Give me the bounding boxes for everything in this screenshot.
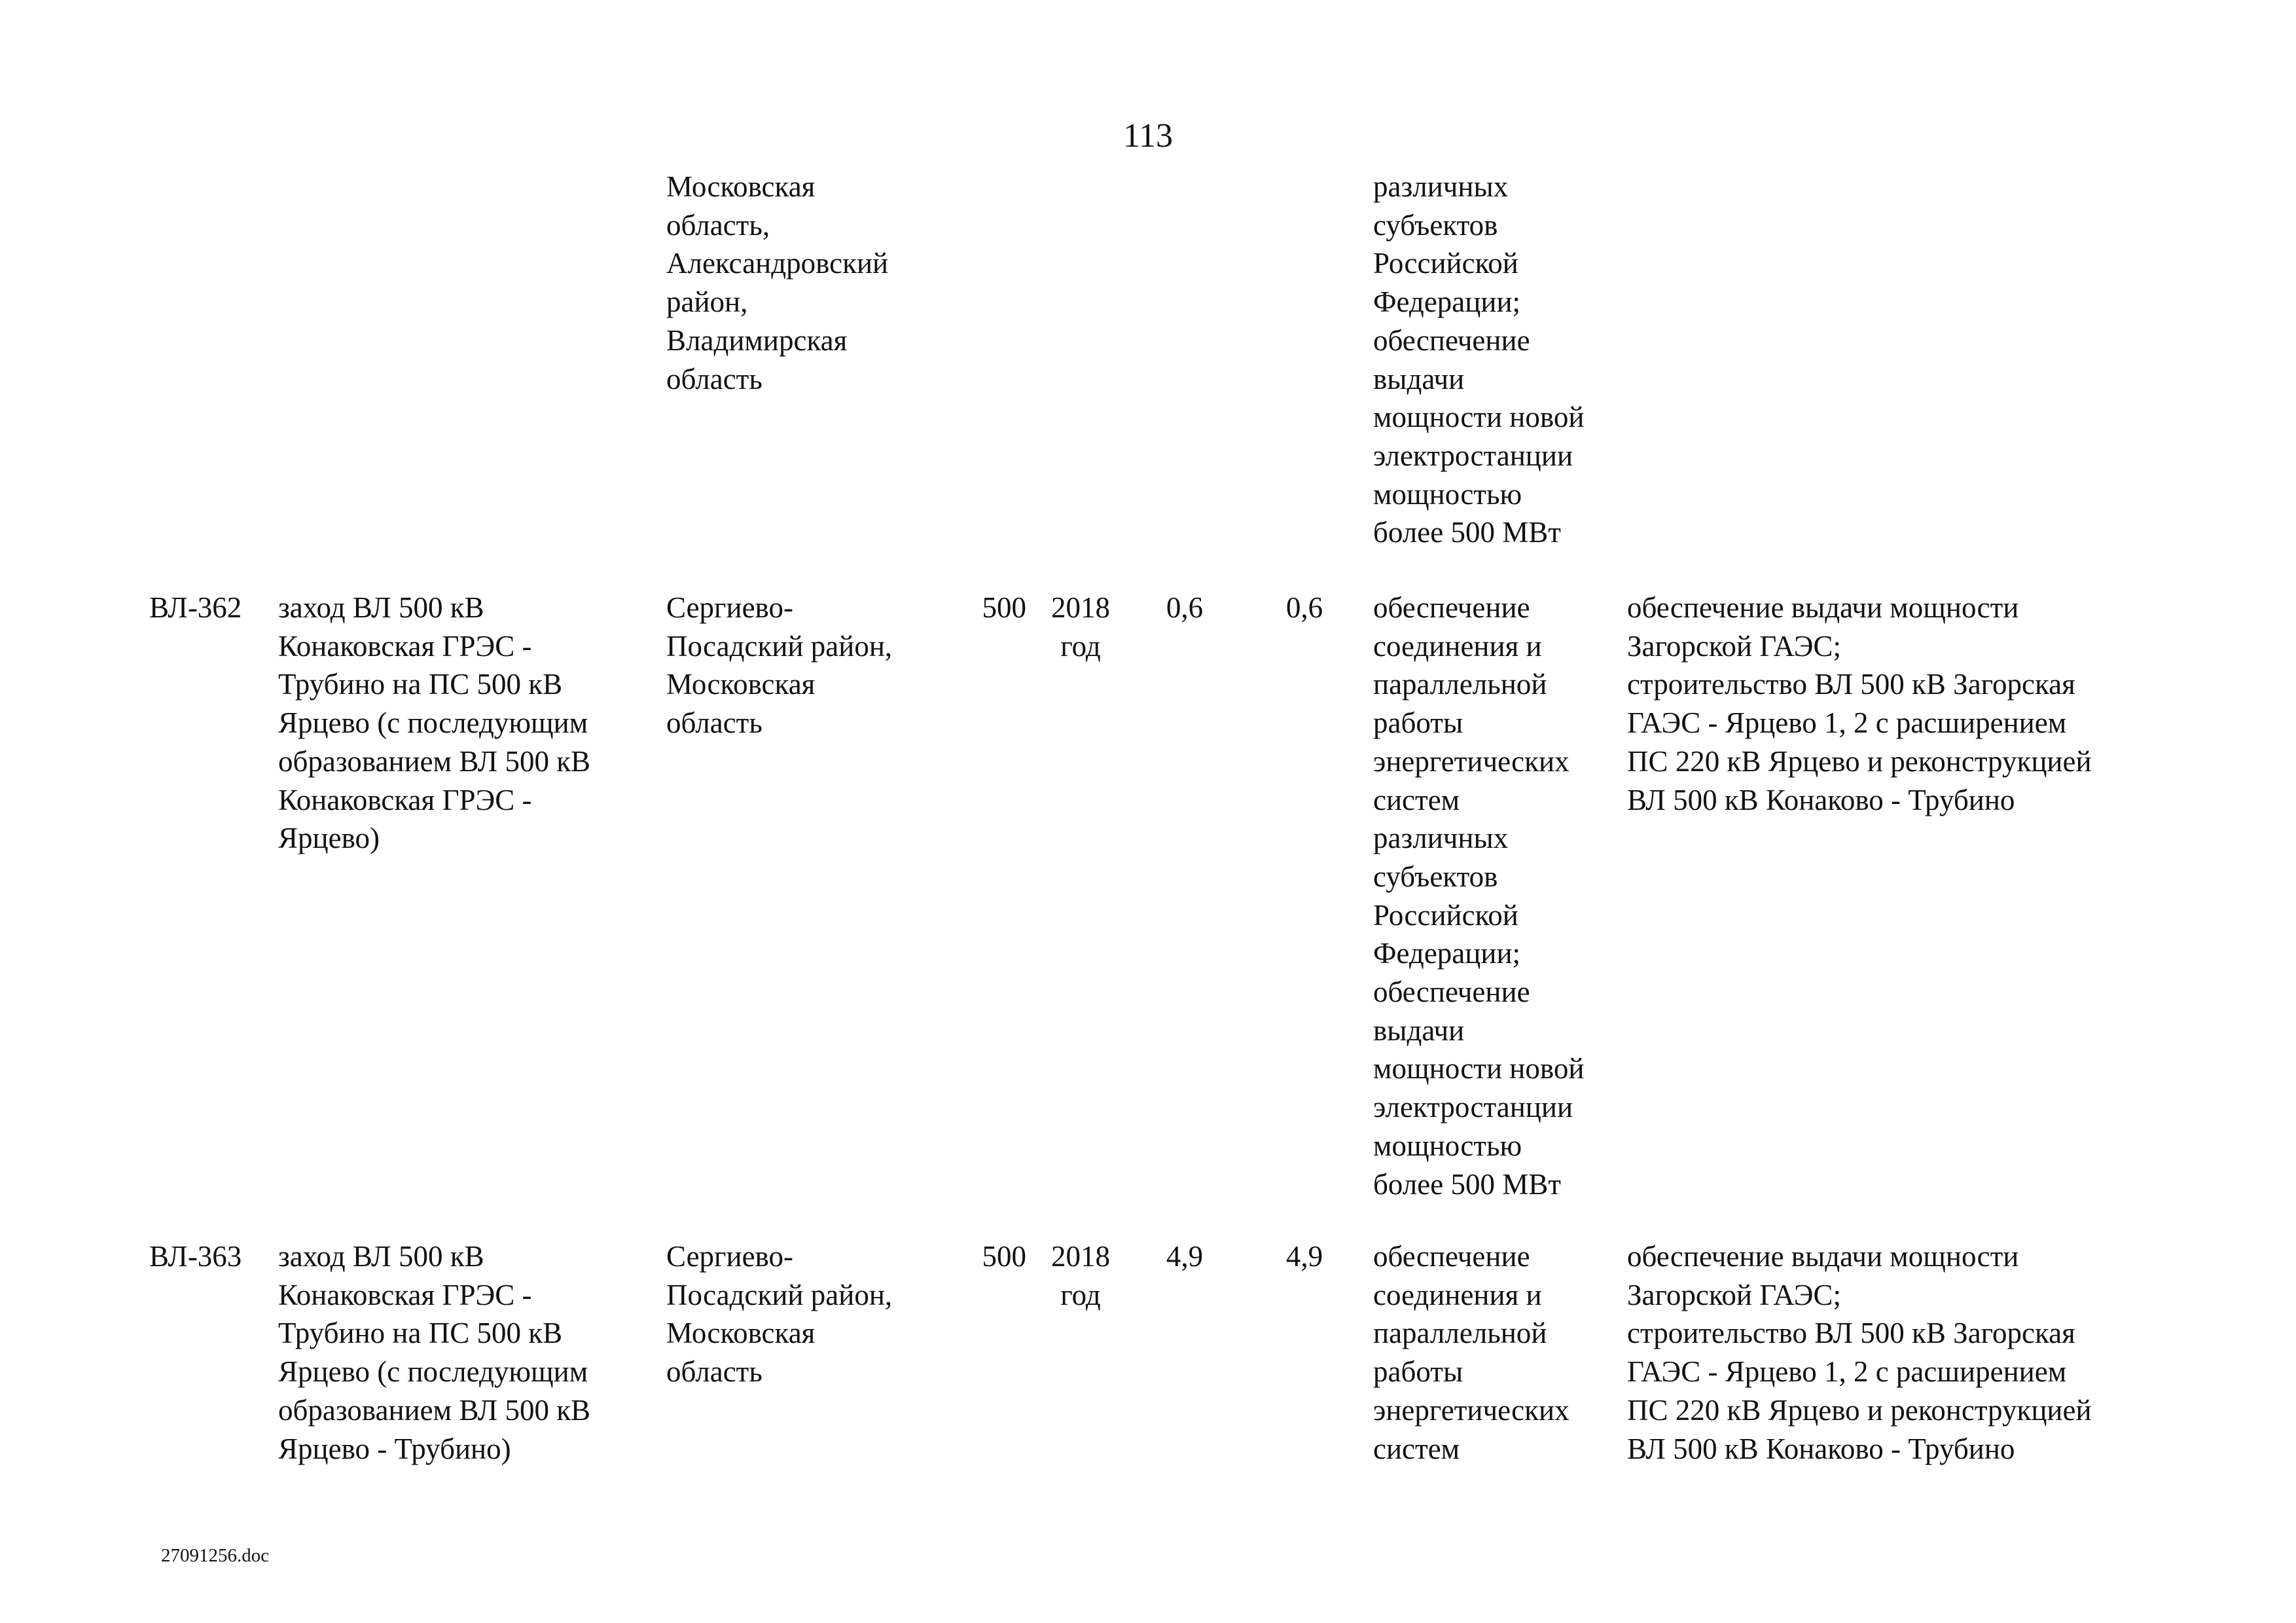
cell-note: обеспечение выдачи мощности Загорской ГАЭС; строительство ВЛ 500 кВ Загорская ГАЭС - Ярцево 1, 2 с расширением ПС 220 кВ Ярцево и реконструкцией ВЛ 500 кВ Конаково - Трубино	[1627, 591, 2092, 816]
cell-code: ВЛ-362	[149, 591, 242, 624]
cell-code: ВЛ-363	[149, 1240, 242, 1273]
cell-year: 2018 год	[1051, 591, 1110, 663]
cell-name: заход ВЛ 500 кВ Конаковская ГРЭС - Трубино на ПС 500 кВ Ярцево (с последующим образованием ВЛ 500 кВ Ярцево - Трубино)	[278, 1240, 591, 1465]
cell-length-2: 4,9	[1285, 1240, 1323, 1273]
cell-name: заход ВЛ 500 кВ Конаковская ГРЭС - Трубино на ПС 500 кВ Ярцево (с последующим образованием ВЛ 500 кВ Конаковская ГРЭС - Ярцево)	[278, 591, 591, 855]
cell-year: 2018 год	[1051, 1240, 1110, 1311]
cell-purpose: обеспечение соединения и параллельной работы энергетических систем	[1373, 1240, 1570, 1465]
cell-voltage: 500	[982, 591, 1026, 624]
page-number: 113	[1122, 117, 1174, 155]
cell-note: обеспечение выдачи мощности Загорской ГАЭС; строительство ВЛ 500 кВ Загорская ГАЭС - Ярцево 1, 2 с расширением ПС 220 кВ Ярцево и реконструкцией ВЛ 500 кВ Конаково - Трубино	[1627, 1240, 2092, 1465]
cell-length-2: 0,6	[1285, 591, 1323, 624]
cell-purpose: различных субъектов Российской Федерации; обеспечение выдачи мощности новой электростанции мощностью более 500 МВт	[1373, 170, 1585, 549]
cell-location: Сергиево- Посадский район, Московская область	[666, 591, 893, 740]
cell-purpose: обеспечение соединения и параллельной работы энергетических систем различных субъектов Российской Федерации; обеспечение выдачи мощности новой электростанции мощностью более 500 МВт	[1373, 591, 1585, 1201]
cell-voltage: 500	[982, 1240, 1026, 1273]
cell-length-1: 0,6	[1166, 591, 1204, 624]
footer-doc-code: 27091256.doc	[161, 1545, 270, 1566]
cell-location: Сергиево- Посадский район, Московская область	[666, 1240, 893, 1389]
cell-length-1: 4,9	[1166, 1240, 1204, 1273]
cell-location: Московская область, Александровский район, Владимирская область	[666, 170, 889, 395]
